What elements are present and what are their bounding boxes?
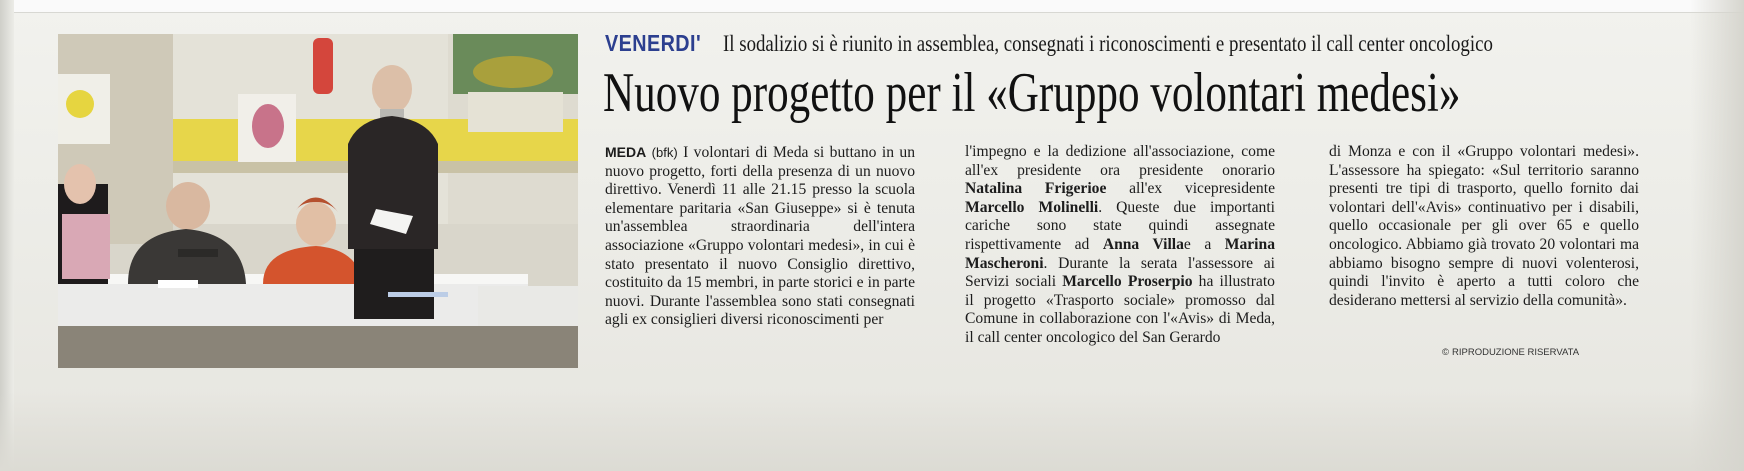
person-name: Marcello Molinelli: [965, 198, 1099, 216]
column-text: [605, 144, 915, 328]
headline: Nuovo progetto per il «Gruppo volontari medesi»: [603, 62, 1461, 124]
text-run: ha illustrato il progetto «Trasporto sociale» promosso dal Comune in collaborazione con l'«Avis» di Meda, il call center oncologico del San Gerardo: [965, 273, 1275, 346]
text-run: all'ex vicepresidente: [1106, 180, 1275, 198]
paragraph: [965, 143, 1275, 348]
person-name: Natalina Frigerioe: [965, 180, 1107, 198]
body-column-1: [605, 143, 915, 330]
paragraph: [605, 143, 915, 330]
scan-top-edge: [0, 0, 1744, 13]
text-run: I volontari di Meda si buttano in un nuovo progetto, forti della presenza di un nuovo direttivo. Venerdì 11 alle 21.15 presso la scuola elementare paritaria «San Giuseppe» si è tenuta un'assemblea straordinaria dell'intera associazione «Gruppo volontari medesi», in cui è stato presentato il nuovo Consiglio direttivo, costituito da 15 membri, in parte storici e in parte nuovi. Durante l'assemblea sono stati consegnati agli ex consiglieri diversi riconoscimenti per: [605, 144, 915, 329]
text-run: . Queste due importanti cariche sono state quindi assegnate rispettivamente ad: [965, 198, 1275, 253]
text-run: e a: [1183, 235, 1225, 253]
person-name: Marina Mascheroni: [965, 235, 1275, 272]
person-name: Anna Villa: [1102, 235, 1184, 253]
body-column-2: [965, 143, 1275, 348]
article-kicker: [605, 30, 1662, 62]
subheadline: Il sodalizio si è riunito in assemblea, consegnati i riconoscimenti e presentato il call center oncologico: [722, 31, 1493, 56]
text-run: di Monza e con il «Gruppo volontari medesi». L'assessore ha spiegato: «Sul territorio saranno presenti tre tipi di trasporto, quello fornito dai volontari dell'«Avis» continuativo per i disabili, quello occasionale per gli over 65 e quello oncologico. Abbiamo già trovato 20 volontari ma abbiamo bisogno sempre di nuovi volenterosi, quindi l'invito è aperto a tutti coloro che desiderano mettersi al servizio della comunità».: [1329, 143, 1639, 309]
dateline: MEDA: [605, 144, 647, 160]
copyright-notice: [1442, 347, 1579, 358]
copyright-text: RIPRODUZIONE RISERVATA: [1452, 347, 1580, 358]
text-run: l'impegno e la dedizione all'associazione, come all'ex presidente ora presidente onorario: [965, 143, 1275, 179]
copyright-icon: ©: [1442, 347, 1449, 358]
column-text: [965, 143, 1275, 346]
column-text: [1329, 143, 1639, 309]
article-photo: [58, 34, 578, 368]
scan-shadow: [0, 392, 1744, 471]
text-run: . Durante la serata l'assessore ai Servizi sociali: [965, 254, 1275, 291]
person-name: Marcello Proserpio: [1062, 273, 1193, 291]
body-column-3: [1329, 143, 1639, 310]
section-label: VENERDI': [605, 30, 702, 56]
author-credit: (bfk): [651, 145, 678, 160]
scan-right-shadow: [1690, 0, 1744, 471]
paragraph: [1329, 143, 1639, 310]
